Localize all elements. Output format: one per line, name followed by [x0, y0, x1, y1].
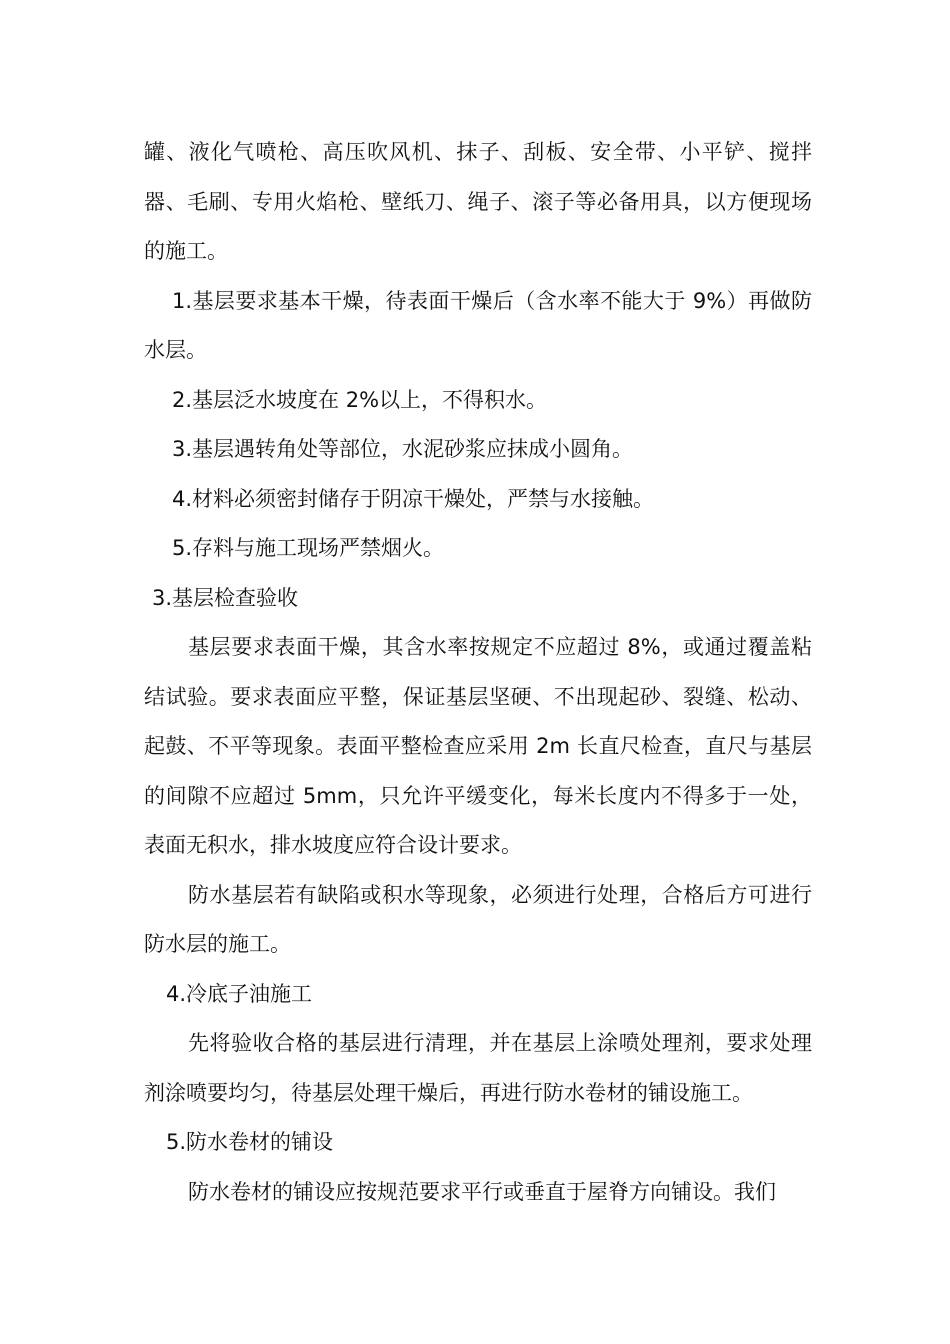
section-heading-membrane: 5.防水卷材的铺设: [166, 1130, 334, 1154]
paragraph-item-2: 2.基层泛水坡度在 2%以上，不得积水。: [172, 387, 548, 412]
section-heading-base-inspection: 3.基层检查验收: [152, 585, 299, 610]
paragraph-membrane: 防水卷材的铺设应按规范要求平行或垂直于屋脊方向铺设。我们: [188, 1179, 776, 1204]
document-body: [144, 128, 812, 1217]
section-heading-primer: 4.冷底子油施工: [166, 981, 313, 1006]
paragraph-tools-list: 罐、液化气喷枪、高压吹风机、抹子、刮板、安全带、小平铲、搅拌器、毛刷、专用火焰枪、壁纸刀、绳子、滚子等必备用具，以方便现场的施工。: [144, 140, 812, 263]
paragraph-item-3: 3.基层遇转角处等部位，水泥砂浆应抹成小圆角。: [172, 437, 634, 461]
paragraph-primer: 先将验收合格的基层进行清理，并在基层上涂喷处理剂，要求处理剂涂喷要均匀，待基层处理干燥后，再进行防水卷材的铺设施工。: [144, 1031, 812, 1105]
paragraph-base-defects: 防水基层若有缺陷或积水等现象，必须进行处理，合格后方可进行防水层的施工。: [144, 882, 812, 956]
paragraph-item-4: 4.材料必须密封储存于阴凉干燥处，严禁与水接触。: [172, 486, 655, 511]
paragraph-item-1: 1.基层要求基本干燥，待表面干燥后（含水率不能大于 9%）再做防水层。: [144, 288, 812, 362]
paragraph-item-5: 5.存料与施工现场严禁烟火。: [172, 536, 445, 560]
paragraph-base-requirements: 基层要求表面干燥，其含水率按规定不应超过 8%，或通过覆盖粘结试验。要求表面应平整，保证基层坚硬、不出现起砂、裂缝、松动、起鼓、不平等现象。表面平整检查应采用 2m 长直尺检查，直尺与基层的间隙不应超过 5mm，只允许平缓变化，每米长度内不得多于一处，表面无积水，排水坡度应符合设计要求。: [144, 635, 812, 857]
